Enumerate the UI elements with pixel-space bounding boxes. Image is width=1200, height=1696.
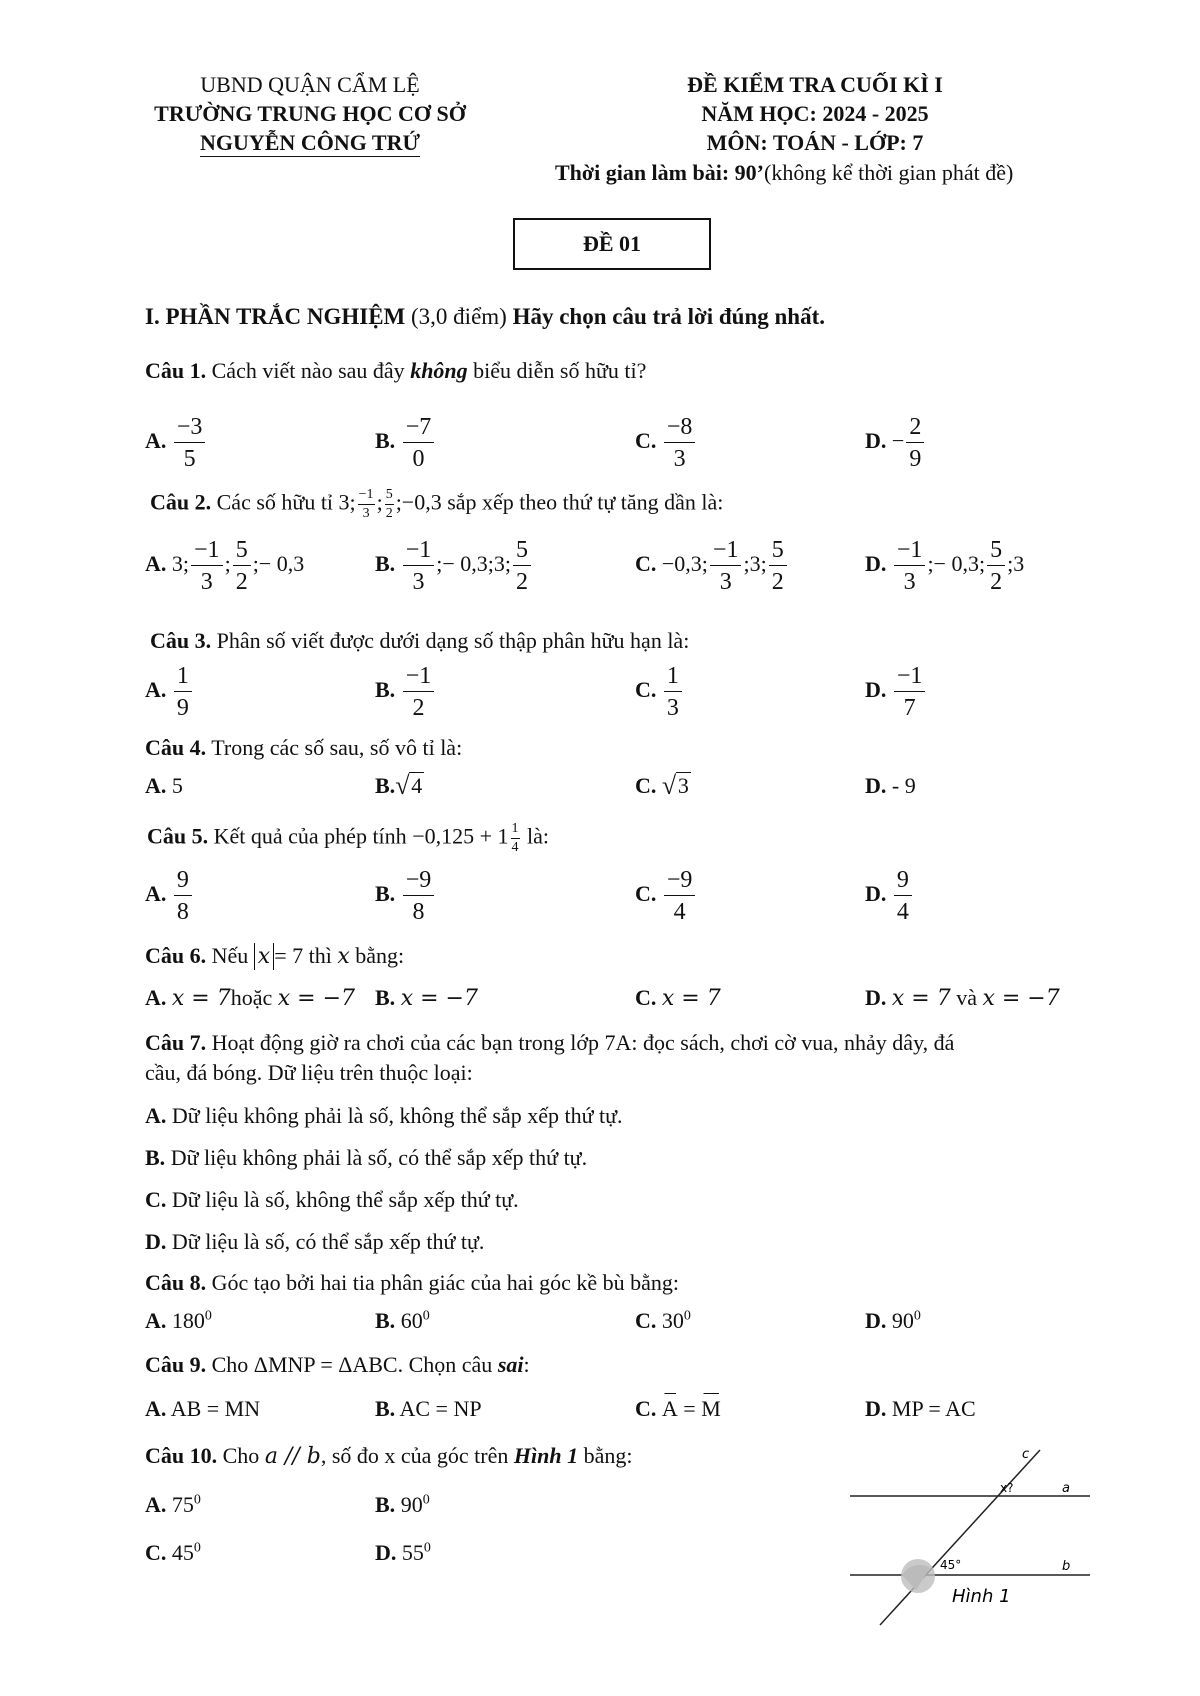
q3-option-d[interactable]: D. $\frac{-1}{7}$ bbox=[865, 664, 927, 720]
q6-option-b[interactable]: B. x = −7 bbox=[375, 985, 478, 1011]
q1-option-c[interactable]: C. $\frac{-8}{3}$ bbox=[635, 415, 697, 471]
q4-option-c[interactable]: C. √ 3 bbox=[635, 771, 689, 800]
label-b: b bbox=[1062, 1559, 1071, 1574]
exam-title: ĐỀ KIỂM TRA CUỐI KÌ I bbox=[687, 72, 943, 97]
angle-45-shade bbox=[901, 1559, 935, 1593]
question-4: Câu 4. Trong các số sau, số vô tỉ là: bbox=[145, 735, 463, 760]
school-year: NĂM HỌC: 2024 - 2025 bbox=[701, 101, 929, 126]
q4-option-a[interactable]: A. 5 bbox=[145, 773, 183, 798]
question-9: Câu 9. Cho ΔMNP = ΔABC. Chọn câu sai: bbox=[145, 1352, 530, 1377]
subject-grade: MÔN: TOÁN - LỚP: 7 bbox=[706, 130, 924, 155]
q5-option-a[interactable]: A. $\frac{9}{8}$ bbox=[145, 868, 194, 924]
q3-option-a[interactable]: A. $\frac{1}{9}$ bbox=[145, 664, 194, 720]
q8-option-a[interactable]: A. $180^0$ bbox=[145, 1308, 212, 1333]
q2-option-a[interactable]: A. 3; $\frac{-1}{3}$ ; $\frac{5}{2}$ ;− 0,3 bbox=[145, 537, 305, 595]
label-a: a bbox=[1062, 1481, 1070, 1496]
q10-option-d[interactable]: D. $55^0$ bbox=[375, 1540, 431, 1565]
question-7: Câu 7. Hoạt động giờ ra chơi của các bạn trong lớp 7A: đọc sách, chơi cờ vua, nhảy dây, đá bbox=[145, 1030, 955, 1055]
q1-option-a[interactable]: A. $\frac{-3}{5}$ bbox=[145, 415, 207, 471]
q10-option-a[interactable]: A. $75^0$ bbox=[145, 1492, 201, 1517]
label-45: 45° bbox=[940, 1558, 962, 1572]
question-1: Câu 1. Cách viết nào sau đây không biểu diễn số hữu tỉ? bbox=[145, 358, 647, 383]
section-title: I. PHẦN TRẮC NGHIỆM (3,0 điểm) Hãy chọn câu trả lời đúng nhất. bbox=[145, 304, 826, 329]
q8-option-c[interactable]: C. $30^0$ bbox=[635, 1308, 691, 1333]
q2-option-d[interactable]: D. $\frac{-1}{3}$ ;− 0,3; $\frac{5}{2}$ ;3 bbox=[865, 537, 1025, 595]
q9-option-d[interactable]: D. MP = AC bbox=[865, 1396, 976, 1421]
q9-option-b[interactable]: B. AC = NP bbox=[375, 1396, 482, 1421]
question-2: Câu 2. Các số hữu tỉ 3; $\frac{-1}{3}$ ; $\frac{5}{2}$ ;−0,3 sắp xếp theo thứ tự tăng dần là: bbox=[150, 487, 724, 521]
q2-option-b[interactable]: B. $\frac{-1}{3}$ ;− 0,3;3; $\frac{5}{2}$ bbox=[375, 538, 533, 594]
q9-option-c[interactable]: C. A = M bbox=[635, 1396, 721, 1421]
question-7-line2: cầu, đá bóng. Dữ liệu trên thuộc loại: bbox=[145, 1060, 473, 1085]
q1-option-d[interactable]: D. − $\frac{2}{9}$ bbox=[865, 415, 926, 471]
q8-option-d[interactable]: D. $90^0$ bbox=[865, 1308, 921, 1333]
label-x: x? bbox=[1000, 1481, 1014, 1495]
q10-option-c[interactable]: C. $45^0$ bbox=[145, 1540, 201, 1565]
q6-option-d[interactable]: D. x = 7 và x = −7 bbox=[865, 985, 1060, 1011]
school-header bbox=[120, 70, 500, 157]
q2-option-c[interactable]: C. −0,3; $\frac{-1}{3}$ ;3; $\frac{5}{2}$ bbox=[635, 538, 789, 594]
q5-option-b[interactable]: B. $\frac{-9}{8}$ bbox=[375, 868, 436, 924]
q3-option-b[interactable]: B. $\frac{-1}{2}$ bbox=[375, 664, 436, 720]
exam-duration: Thời gian làm bài: 90’(không kể thời gian phát đề) bbox=[555, 160, 1014, 185]
question-5: Câu 5. Kết quả của phép tính −0,125 + 1 $\frac{1}{4}$ là: bbox=[147, 821, 550, 855]
district-name: UBND QUẬN CẨM LỆ bbox=[200, 72, 420, 97]
exam-code-box: ĐỀ 01 bbox=[513, 218, 711, 270]
q4-option-d[interactable]: D. - 9 bbox=[865, 773, 916, 798]
school-type: TRƯỜNG TRUNG HỌC CƠ SỞ bbox=[154, 101, 466, 126]
q7-option-d[interactable]: D. Dữ liệu là số, có thể sắp xếp thứ tự. bbox=[145, 1229, 485, 1254]
q6-option-c[interactable]: C. x = 7 bbox=[635, 985, 721, 1011]
q7-option-a[interactable]: A. Dữ liệu không phải là số, không thể sắp xếp thứ tự. bbox=[145, 1103, 623, 1128]
question-10: Câu 10. Cho a // b, số đo x của góc trên Hình 1 bằng: bbox=[145, 1443, 633, 1469]
q7-option-b[interactable]: B. Dữ liệu không phải là số, có thể sắp xếp thứ tự. bbox=[145, 1145, 588, 1170]
q8-option-b[interactable]: B. $60^0$ bbox=[375, 1308, 430, 1333]
q3-option-c[interactable]: C. $\frac{1}{3}$ bbox=[635, 664, 684, 720]
question-6: Câu 6. Nếu x = 7 thì x bằng: bbox=[145, 943, 405, 969]
q5-option-c[interactable]: C. $\frac{-9}{4}$ bbox=[635, 868, 697, 924]
figure-caption: Hình 1 bbox=[952, 1586, 1011, 1607]
question-8: Câu 8. Góc tạo bởi hai tia phân giác của hai góc kề bù bằng: bbox=[145, 1270, 679, 1295]
q4-option-b[interactable]: B. √ 4 bbox=[375, 771, 423, 800]
exam-header bbox=[555, 70, 1155, 185]
figure-hinh-1 bbox=[840, 1440, 1100, 1630]
q1-option-b[interactable]: B. $\frac{-7}{0}$ bbox=[375, 415, 436, 471]
question-3: Câu 3. Phân số viết được dưới dạng số thập phân hữu hạn là: bbox=[150, 628, 690, 653]
q5-option-d[interactable]: D. $\frac{9}{4}$ bbox=[865, 868, 914, 924]
q7-option-c[interactable]: C. Dữ liệu là số, không thể sắp xếp thứ tự. bbox=[145, 1187, 519, 1212]
q10-option-b[interactable]: B. $90^0$ bbox=[375, 1492, 430, 1517]
q6-option-a[interactable]: A. x = 7hoặc x = −7 bbox=[145, 985, 356, 1011]
q9-option-a[interactable]: A. AB = MN bbox=[145, 1396, 261, 1421]
label-c: c bbox=[1022, 1447, 1030, 1462]
school-name: NGUYỄN CÔNG TRỨ bbox=[199, 130, 420, 155]
